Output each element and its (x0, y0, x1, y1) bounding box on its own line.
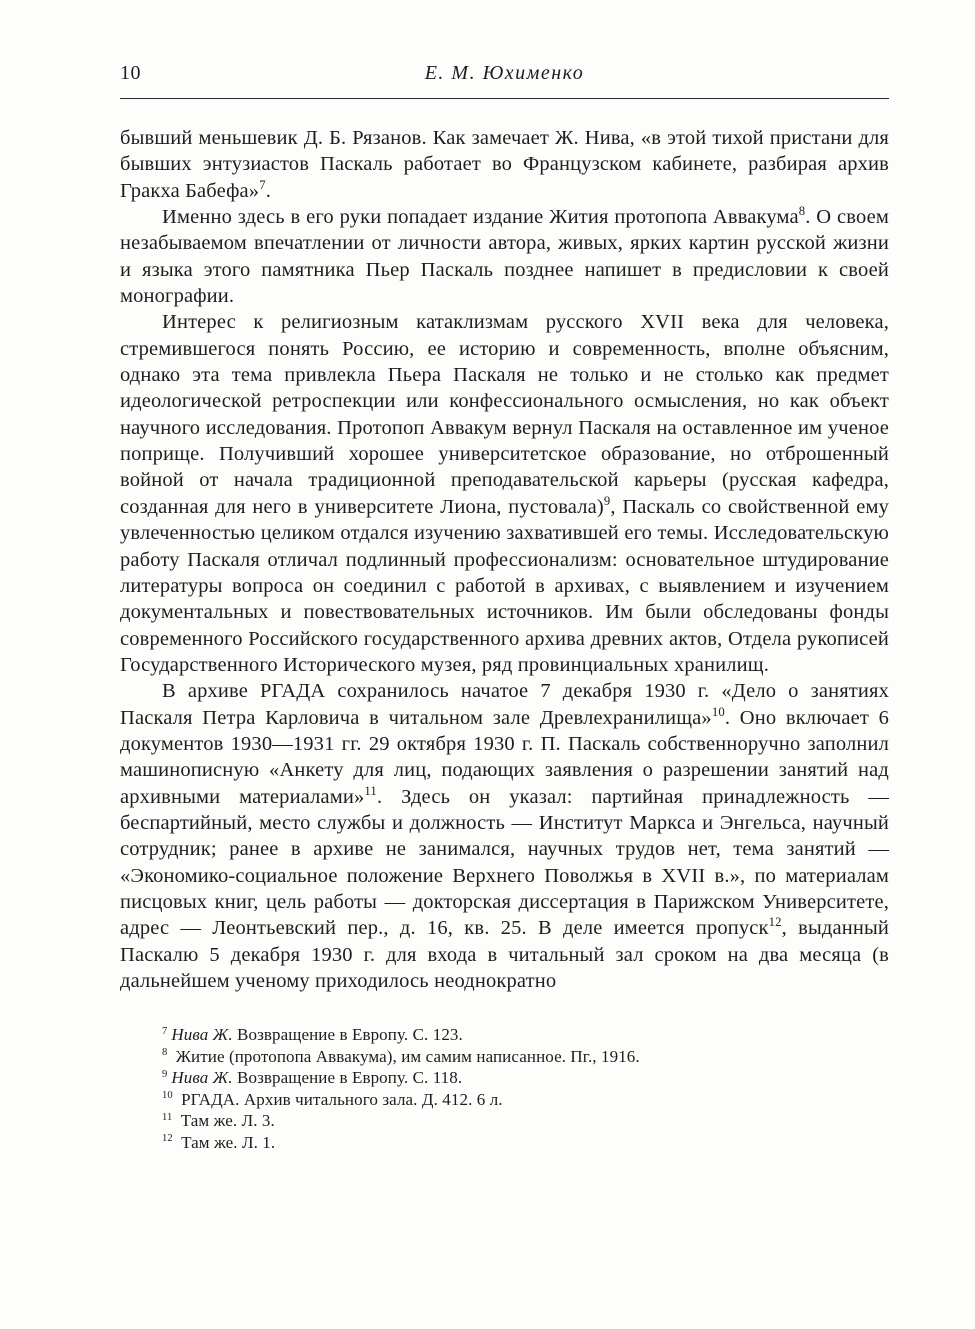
header-rule (120, 98, 889, 99)
running-title: Е. М. Юхименко (424, 62, 585, 84)
footnote-number: 7 (162, 1025, 168, 1037)
footnote-number: 12 (162, 1133, 173, 1145)
footnote-marker: 9 (603, 493, 611, 508)
footnote-number: 11 (162, 1111, 173, 1123)
paragraph: бывший меньшевик Д. Б. Рязанов. Как замечает Ж. Нива, «в этой тихой пристани для бывших энтузиастов Паскаль работает во Французском кабинете, разбирая архив Гракха Бабефа»$^7$. (120, 127, 889, 202)
paragraph: Интерес к религиозным катаклизмам русского XVII века для человека, стремившегося понять Россию, ее историю и современность, вполне объясним, однако эта тема привлекла Пьера Паскаля не только и не столько как предмет идеологической ретроспекции или конфессионального осмысления, но как объект научного исследования. Протопоп Аввакум вернул Паскаля на оставленное им ученое поприще. Получивший хорошее университетское образование, но отброшенный войной от начала традиционной преподавательской карьеры (русская кафедра, созданная для него в университете Лиона, пустовала)$^9$, Паскаль со свойственной ему увлеченностью целиком отдался изучению захватившей его темы. Исследовательскую работу Паскаля отличал подлинный профессионализм: основательное штудирование литературы вопроса он соединил с работой в архивах, с выявлением и изучением документальных и повествовательных источников. Им были обследованы фонды современного Российского государственного архива древних актов, Отдела рукописей Государственного Исторического музея, ряд провинциальных хранилищ. (120, 311, 889, 676)
footnote-marker: 7 (259, 177, 266, 192)
footnote-number: 8 (162, 1047, 168, 1059)
footnote: $^9$ Нива Ж. Возвращение в Европу. С. 118. (162, 1068, 463, 1088)
footnote-marker: 11 (364, 783, 377, 798)
footnote-number: 10 (162, 1090, 173, 1102)
footnote: $^8$ Житие (протопопа Аввакума), им самим написанное. Пг., 1916. (162, 1046, 640, 1066)
footnote: $^{11}$ Там же. Л. 3. (162, 1111, 275, 1131)
italic-text: Нива Ж. (171, 1025, 233, 1045)
page-number: 10 (120, 62, 141, 84)
footnote-number: 9 (162, 1068, 168, 1080)
running-head (120, 62, 889, 92)
footnote-marker: 10 (711, 704, 725, 719)
footnote-marker: 8 (798, 204, 806, 219)
paragraph: Именно здесь в его руки попадает издание Жития протопопа Аввакума$^8$. О своем незабываемом впечатлении от личности автора, живых, ярких картин русской жизни и языка этого памятника Пьер Паскаль позднее напишет в предисловии к своей монографии. (120, 204, 889, 308)
footnote: $^{10}$ РГАДА. Архив читального зала. Д. 412. 6 л. (162, 1089, 503, 1109)
italic-text: Нива Ж. (171, 1068, 233, 1088)
paragraph: В архиве РГАДА сохранилось начатое 7 декабря 1930 г. «Дело о занятиях Паскаля Петра Карловича в читальном зале Древлехранилища»$^{10}$. Оно включает 6 документов 1930—1931 гг. 29 октября 1930 г. П. Паскаль собственноручно заполнил машинописную «Анкету для лиц, подающих заявления о разрешении занятий над архивными материалами»$^{11}$. Здесь он указал: партийная принадлежность — беспартийный, место службы и должность — Институт Маркса и Энгельса, научный сотрудник; ранее в архиве не занимался, научных трудов нет, тема занятий — «Экономико-социальное положение Верхнего Поволжья в XVII в.», по материалам писцовых книг, цель работы — докторская диссертация в Парижском Университете, адрес — Леонтьевский пер., д. 16, кв. 25. В деле имеется пропуск$^{12}$, выданный Паскалю 5 декабря 1930 г. для входа в читальный зал сроком на два месяца (в дальнейшем ученому приходилось неоднократно (120, 680, 889, 992)
body-paragraphs (120, 125, 889, 994)
footnote: $^{12}$ Там же. Л. 1. (162, 1132, 276, 1152)
footnote: $^7$ Нива Ж. Возвращение в Европу. С. 123. (162, 1025, 463, 1045)
footnotes (120, 1024, 889, 1153)
footnote-marker: 12 (768, 915, 782, 930)
